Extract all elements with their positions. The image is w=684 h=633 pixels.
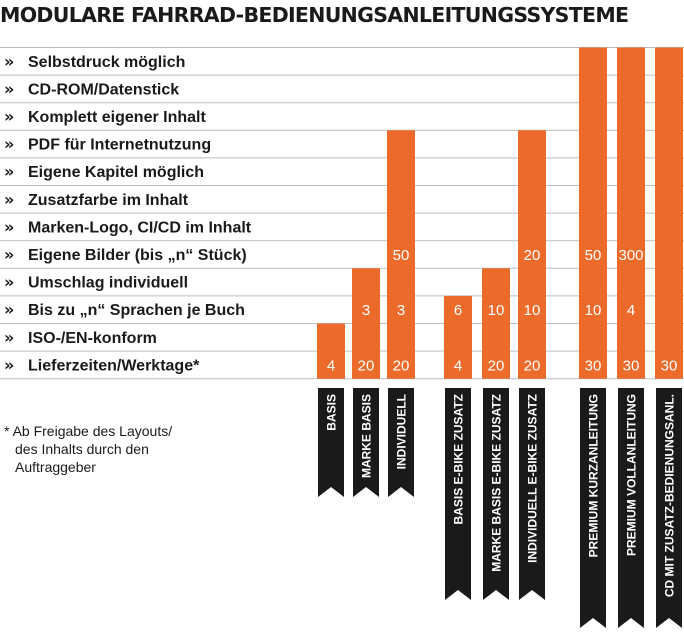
feature-label: Bis zu „n“ Sprachen je Buch [28,302,245,320]
bullet-icon: » [4,162,15,182]
feature-label: CD-ROM/Datenstick [28,81,180,99]
feature-label: PDF für Internetnutzung [28,136,212,154]
package-name: INDIVIDUELL [394,394,409,470]
bar-value-label: 4 [626,302,636,320]
feature-label: Eigene Kapitel möglich [28,164,205,182]
footnote-line: des Inhalts durch den [15,441,149,457]
bar-value-label: 50 [392,247,410,264]
bar-value-label: 50 [584,247,602,264]
footnote-line: * Ab Freigabe des Layouts/ [4,423,173,439]
package-name: CD MIT ZUSATZ-BEDIENUNGSANL. [662,394,677,598]
feature-label: Zusatzfarbe im Inhalt [28,191,189,209]
bar-value-label: 4 [326,357,336,375]
bar-value-label: 300 [618,247,644,264]
bar-value-label: 30 [622,357,640,375]
package-name: BASIS E-BIKE ZUSATZ [451,394,466,525]
bar-value-label: 30 [660,357,678,375]
package-name: INDIVIDUELL E-BIKE ZUSATZ [525,394,540,563]
bullet-icon: » [4,134,15,154]
package-bar [655,48,683,379]
bullet-icon: » [4,79,15,99]
bar-value-label: 20 [392,357,410,375]
bar-value-label: 20 [523,247,541,264]
feature-label: Umschlag individuell [28,274,189,292]
bullet-icon: » [4,107,15,126]
bullet-icon: » [4,217,15,237]
feature-label: Selbstdruck möglich [28,53,186,71]
bar-value-label: 30 [584,357,602,375]
package-name: MARKE BASIS E-BIKE ZUSATZ [489,394,504,572]
bar-value-label: 3 [396,302,406,320]
bar-value-label: 3 [361,302,371,320]
feature-label: Lieferzeiten/Werktage* [28,357,200,375]
bar-value-label: 4 [453,357,463,375]
package-name: MARKE BASIS [359,394,374,479]
bar-value-label: 20 [523,357,541,375]
bullet-icon: » [4,272,15,292]
footnote-line: Auftraggeber [15,459,96,475]
bar-value-label: 10 [523,302,541,320]
bar-value-label: 10 [487,302,505,320]
bar-value-label: 10 [584,302,602,320]
package-bar [579,48,607,379]
bar-value-label: 20 [487,357,505,375]
package-name: PREMIUM VOLLANLEITUNG [624,394,639,556]
package-bar [617,48,645,379]
feature-label: Marken-Logo, CI/CD im Inhalt [28,219,252,237]
bullet-icon: » [4,355,15,375]
bullet-icon: » [4,245,15,264]
package-name: BASIS [324,394,339,431]
feature-label: Eigene Bilder (bis „n“ Stück) [28,247,247,264]
bullet-icon: » [4,51,15,71]
bullet-icon: » [4,300,15,320]
bar-value-label: 6 [453,302,463,320]
bullet-icon: » [4,327,15,347]
chart-title: MODULARE FAHRRAD-BEDIENUNGSANLEITUNGSSYSTEME [0,3,629,27]
feature-label: Komplett eigener Inhalt [28,109,206,126]
package-name: PREMIUM KURZANLEITUNG [586,394,601,558]
feature-label: ISO-/EN-konform [28,329,157,347]
bullet-icon: » [4,189,15,209]
bar-value-label: 20 [357,357,375,375]
